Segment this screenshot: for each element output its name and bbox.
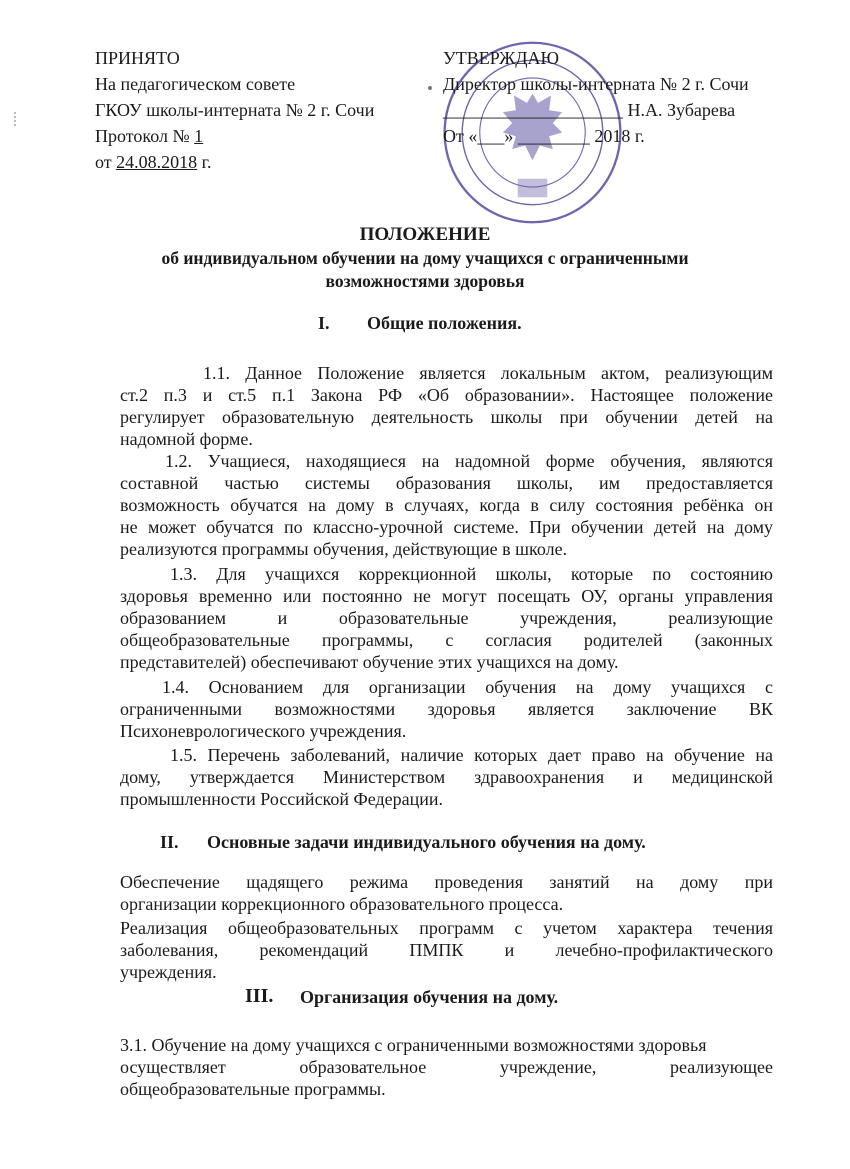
paragraph-1-2 <box>120 450 773 560</box>
confirm-director: Директор школы-интерната № 2 г. Сочи <box>443 74 749 94</box>
paragraph-1-1 <box>120 362 773 450</box>
confirm-date-day: ___ <box>477 126 505 146</box>
confirm-date <box>443 123 749 149</box>
approved-council: На педагогическом совете <box>95 74 296 94</box>
date-suffix: г. <box>197 152 212 172</box>
scan-dot <box>428 86 432 90</box>
text-line: реализуются программы обучения, действующие в школе. <box>120 539 568 559</box>
scan-artifact <box>14 112 19 126</box>
approved-school: ГКОУ школы-интерната № 2 г. Сочи <box>95 100 375 120</box>
document-subtitle-line1: об индивидуальном обучении на дому учащихся с ограниченными <box>161 248 689 268</box>
text-line: составной частью системы образования школы, им предоставляется <box>120 473 773 493</box>
paragraph-1-4 <box>120 676 773 742</box>
text-line: надомной форме. <box>120 429 253 449</box>
text-line: ограниченными возможностями здоровья является заключение ВК <box>120 699 773 719</box>
date-value: 24.08.2018 <box>116 152 198 172</box>
text-line: общеобразовательные программы. <box>120 1079 386 1099</box>
text-line: дому, утверждается Министерством здравоохранения и медицинской <box>120 767 773 787</box>
text-line: осуществляет образовательное учреждение, реализующее <box>120 1057 773 1077</box>
paragraph-1-5 <box>120 744 773 810</box>
paragraph-2-b <box>120 917 773 983</box>
approved-protocol <box>95 123 374 149</box>
document-subtitle-line2: возможностями здоровья <box>325 271 525 291</box>
confirm-signature <box>443 97 749 123</box>
text-line: 1.1. Данное Положение является локальным актом, реализующим <box>203 363 773 383</box>
protocol-label: Протокол № <box>95 126 195 146</box>
date-prefix: от <box>95 152 117 172</box>
section-2-number: II. <box>160 832 179 852</box>
paragraph-2-a <box>120 871 773 915</box>
signature-line: ____________________ <box>443 100 623 120</box>
text-line: учреждения. <box>120 962 217 982</box>
text-line: Психоневрологического учреждения. <box>120 721 407 741</box>
text-line: 1.5. Перечень заболеваний, наличие которых дает право на обучение на <box>170 745 773 765</box>
confirm-date-month: » ________ <box>504 126 590 146</box>
text-line: заболевания, рекомендаций ПМПК и лечебно-профилактического <box>120 940 773 960</box>
text-line: 1.4. Основанием для организации обучения на дому учащихся с <box>162 677 773 697</box>
document-title: ПОЛОЖЕНИЕ <box>359 224 491 245</box>
section-1-title: Общие положения. <box>367 313 522 333</box>
text-line: общеобразовательные программы, с согласия родителей (законных <box>120 630 773 650</box>
paragraph-3-1 <box>120 1034 773 1100</box>
section-3-number: III. <box>245 985 274 1007</box>
text-line: ст.2 п.3 и ст.5 п.1 Закона РФ «Об образовании». Настоящее положение <box>120 385 773 405</box>
protocol-number: 1 <box>194 126 204 146</box>
section-1-number: I. <box>318 313 330 333</box>
text-line: представителей) обеспечивают обучение этих учащихся на дому. <box>120 652 619 672</box>
signer-name: Н.А. Зубарева <box>627 100 736 120</box>
confirm-date-year: 2018 г. <box>589 126 645 146</box>
confirm-date-prefix: От « <box>443 126 478 146</box>
text-line: Обеспечение щадящего режима проведения занятий на дому при <box>120 872 773 892</box>
confirm-title: УТВЕРЖДАЮ <box>443 48 560 68</box>
text-line: возможность обучатся на дому в случаях, когда в силу состояния ребёнка он <box>120 495 773 515</box>
confirm-block <box>443 45 749 149</box>
approved-date <box>95 149 374 175</box>
text-line: промышленности Российской Федерации. <box>120 789 444 809</box>
text-line: организации коррекционного образовательного процесса. <box>120 894 564 914</box>
section-3-title: Организация обучения на дому. <box>300 987 559 1007</box>
text-line: здоровья временно или постоянно не могут посещать ОУ, органы управления <box>120 586 773 606</box>
text-line: не может обучатся по классно-урочной системе. При обучении детей на дому <box>120 517 773 537</box>
approved-block <box>95 45 374 175</box>
paragraph-1-3 <box>120 563 773 673</box>
text-line: 3.1. Обучение на дому учащихся с ограниченными возможностями здоровья <box>120 1035 707 1055</box>
text-line: образованием и образовательные учреждения, реализующие <box>120 608 773 628</box>
text-line: регулирует образовательную деятельность школы при обучении детей на <box>120 407 773 427</box>
text-line: 1.3. Для учащихся коррекционной школы, которые по состоянию <box>170 564 773 584</box>
section-2-title: Основные задачи индивидуального обучения на дому. <box>207 832 646 852</box>
approved-title: ПРИНЯТО <box>95 48 180 68</box>
text-line: Реализация общеобразовательных программ с учетом характера течения <box>120 918 773 938</box>
text-line: 1.2. Учащиеся, находящиеся на надомной форме обучения, являются <box>165 451 773 471</box>
